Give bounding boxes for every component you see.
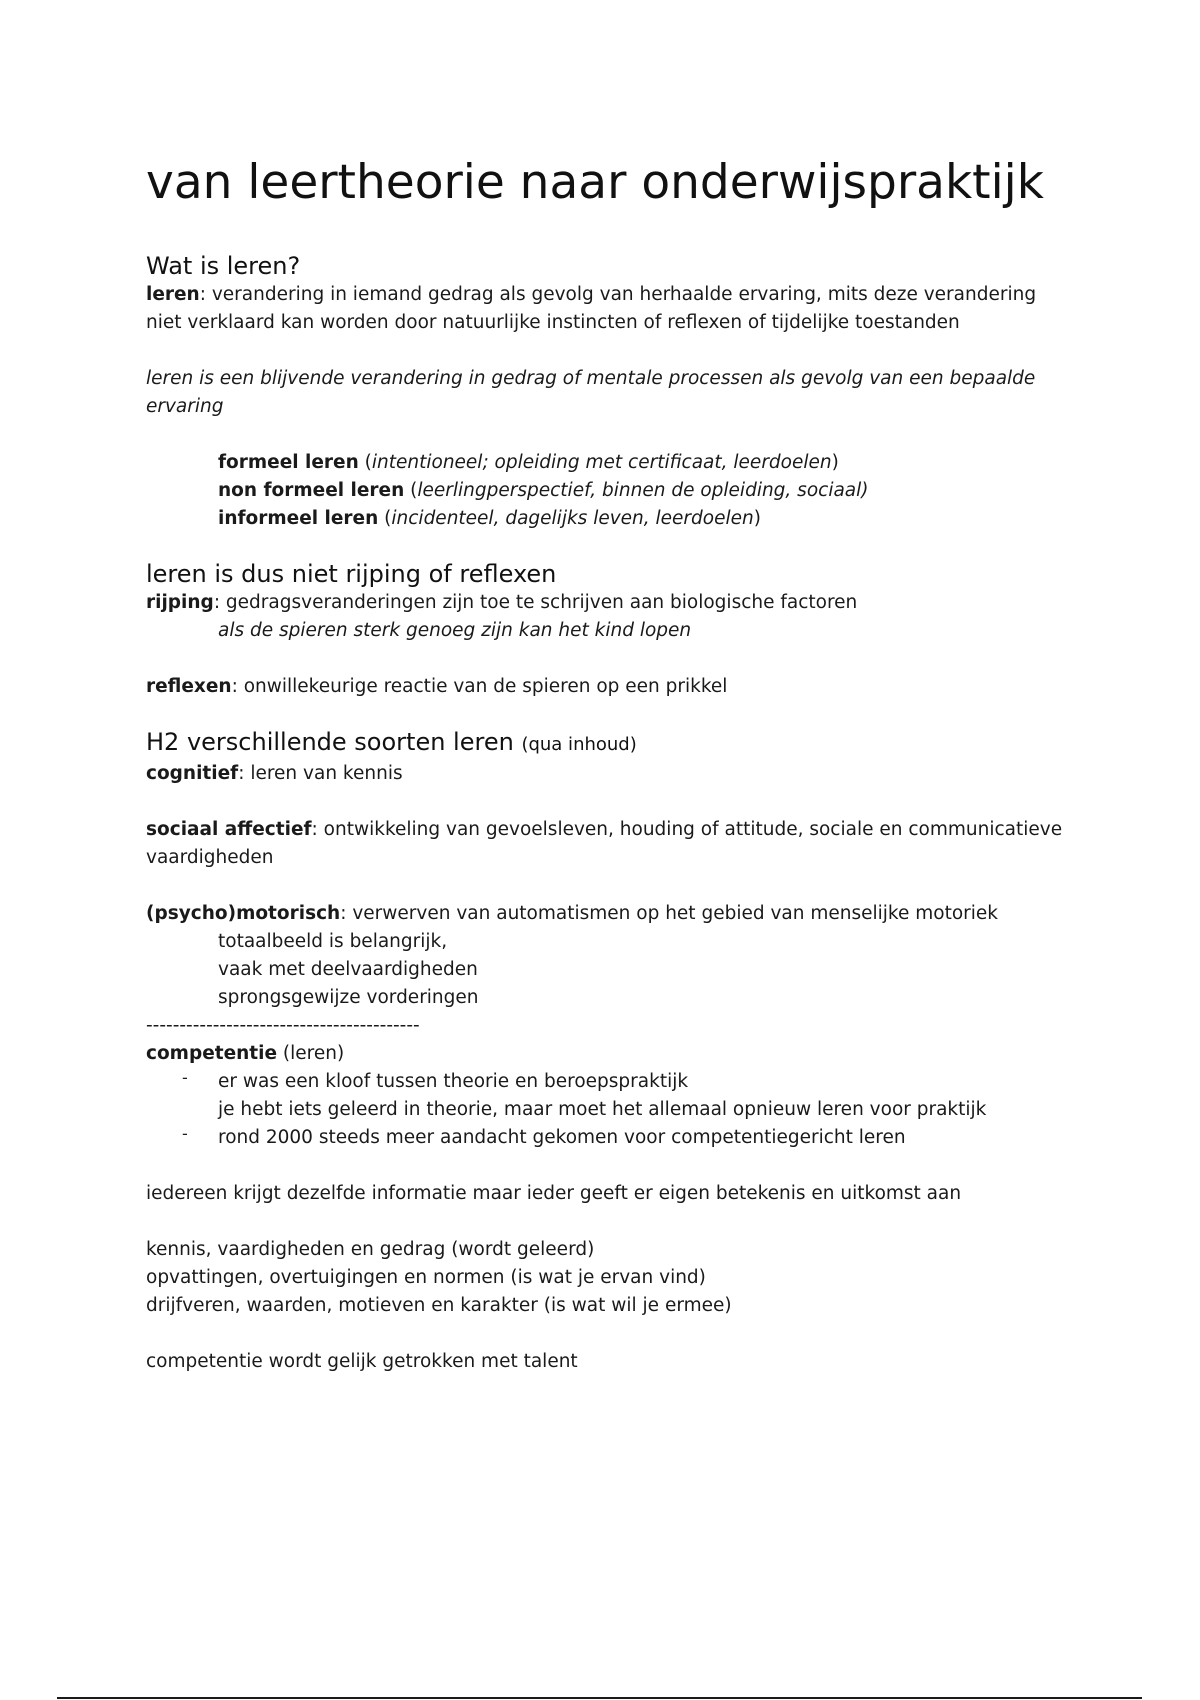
dashed-divider: ----------------------------------------- xyxy=(146,1015,420,1036)
bullet-line: rond 2000 steeds meer aandacht gekomen voor competentiegericht leren xyxy=(218,1127,906,1148)
definition-reflexen: reflexen: onwillekeurige reactie van de spieren op een prikkel xyxy=(146,676,728,697)
definition-sociaal-affectief: sociaal affectief: ontwikkeling van gevoelsleven, houding of attitude, sociale en communicatieve vaardigheden xyxy=(146,819,1063,868)
section-heading-soorten-leren: H2 verschillende soorten leren (qua inhoud) xyxy=(146,728,637,756)
competence-layer: opvattingen, overtuigingen en normen (is wat je ervan vind) xyxy=(146,1267,706,1288)
motor-item: vaak met deelvaardigheden xyxy=(218,959,478,980)
dash-bullet: - xyxy=(182,1124,188,1143)
learning-type: non formeel leren (leerlingperspectief, binnen de opleiding, sociaal) xyxy=(218,480,869,501)
bullet-line: je hebt iets geleerd in theorie, maar moet het allemaal opnieuw leren voor praktijk xyxy=(218,1099,987,1120)
competence-layer: kennis, vaardigheden en gedrag (wordt geleerd) xyxy=(146,1239,595,1260)
bullet-item xyxy=(146,1124,1066,1152)
rijping-example: als de spieren sterk genoeg zijn kan het kind lopen xyxy=(218,620,692,641)
definition-quote: leren is een blijvende verandering in gedrag of mentale processen als gevolg van een bepaalde ervaring xyxy=(146,368,1036,417)
bullet-item xyxy=(146,1068,1066,1124)
definition-rijping: rijping: gedragsveranderingen zijn toe te schrijven aan biologische factoren xyxy=(146,592,858,613)
talent-paragraph: competentie wordt gelijk getrokken met talent xyxy=(146,1351,578,1372)
dash-bullet: - xyxy=(182,1068,188,1087)
competentie-heading: competentie (leren) xyxy=(146,1043,345,1064)
section-heading-rijping: leren is dus niet rijping of reflexen xyxy=(146,560,557,588)
definition-psychomotorisch: (psycho)motorisch: verwerven van automatismen op het gebied van menselijke motoriek xyxy=(146,903,998,924)
motor-item: sprongsgewijze vorderingen xyxy=(218,987,479,1008)
learning-types-list xyxy=(146,449,1066,533)
footer-rule xyxy=(57,1697,1142,1699)
definition-cognitief: cognitief: leren van kennis xyxy=(146,763,403,784)
bullet-line: er was een kloof tussen theorie en beroepspraktijk xyxy=(218,1071,689,1092)
iedereen-paragraph: iedereen krijgt dezelfde informatie maar ieder geeft er eigen betekenis en uitkomst aan xyxy=(146,1183,962,1204)
competence-layer: drijfveren, waarden, motieven en karakter (is wat wil je ermee) xyxy=(146,1295,732,1316)
heading-note: (qua inhoud) xyxy=(521,734,637,755)
motor-item: totaalbeeld is belangrijk, xyxy=(218,931,448,952)
definition-leren: leren: verandering in iemand gedrag als gevolg van herhaalde ervaring, mits deze verandering niet verklaard kan worden door natuurlijke instincten of reflexen of tijdelijke toestanden xyxy=(146,284,1037,333)
learning-type: formeel leren (intentioneel; opleiding met certificaat, leerdoelen) xyxy=(218,452,839,473)
document-title: van leertheorie naar onderwijspraktijk xyxy=(146,155,1044,210)
document-page xyxy=(146,148,1066,1376)
section-heading-wat-is-leren: Wat is leren? xyxy=(146,252,301,280)
learning-type: informeel leren (incidenteel, dagelijks leven, leerdoelen) xyxy=(218,508,761,529)
